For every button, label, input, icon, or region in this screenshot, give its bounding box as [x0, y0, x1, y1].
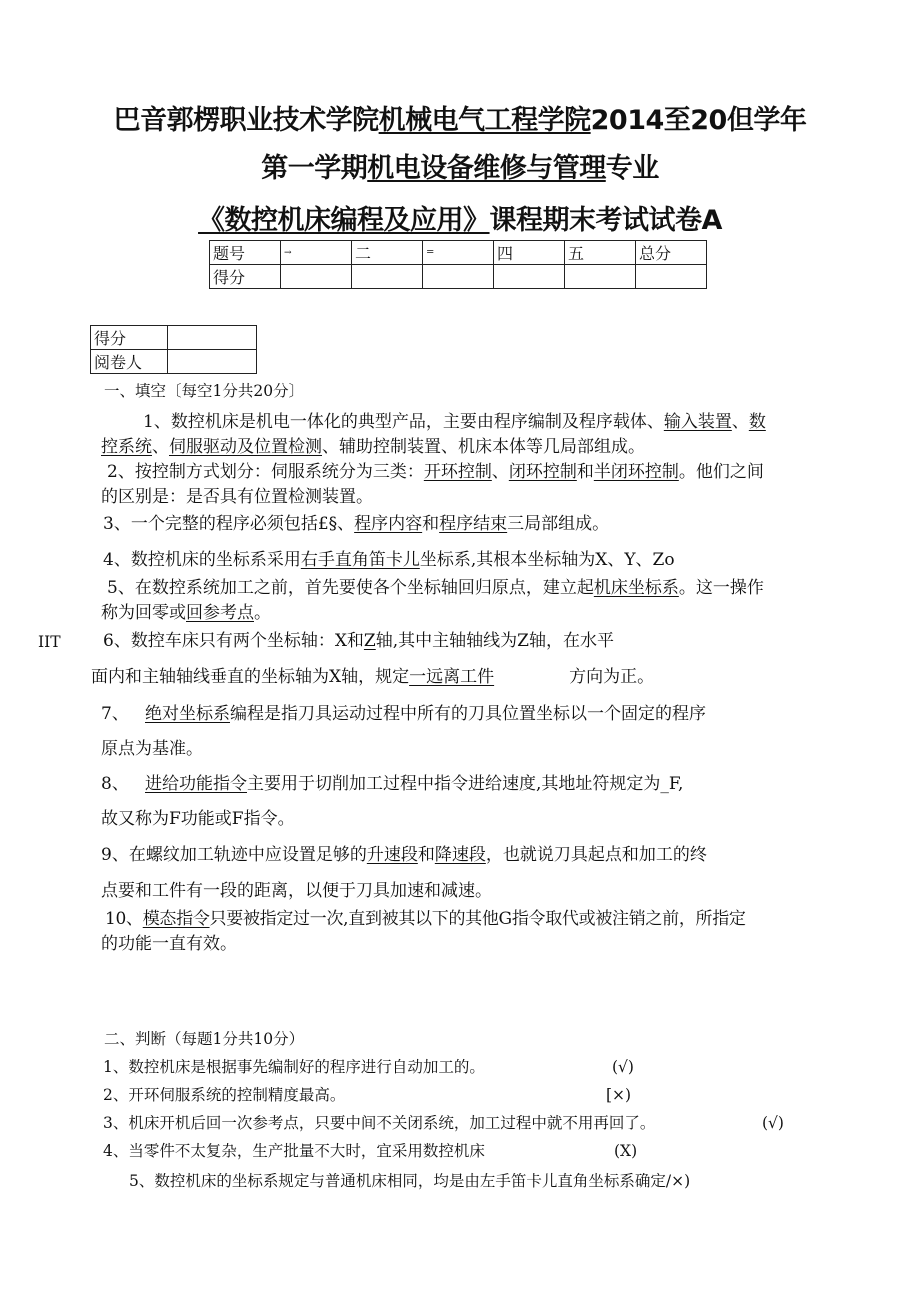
q1-answer: 数 [748, 412, 766, 432]
q5-answer: 回参考点 [186, 603, 254, 623]
q10-answer: 模态指令 [142, 909, 210, 929]
score-cell: = [423, 241, 494, 265]
school-name: 巴音郭楞职业技术学院 [113, 105, 379, 136]
q1-line2 [101, 435, 645, 459]
judge-statement: 4、当零件不太复杂，生产批量不大时，宜采用数控机床 [103, 1142, 485, 1160]
q9-line2: 点要和工件有一段的距离，以便于刀具加速和减速。 [101, 881, 492, 901]
q6-text: 6、数控车床只有两个坐标轴：X和 [103, 631, 364, 651]
grader-score-cell [168, 326, 257, 350]
judge-statement: 5、数控机床的坐标系规定与普通机床相同，均是由左手笛卡儿直角坐标系确定 [129, 1172, 666, 1190]
judge-answer: /×) [665, 1172, 691, 1190]
q5-text: 5、在数控系统加工之前，首先要使各个坐标轴回归原点，建立起 [107, 578, 594, 598]
q3-text: 和 [422, 514, 440, 534]
judge-answer: (X) [614, 1142, 638, 1160]
q9-text: 和 [417, 845, 435, 865]
grader-score-label: 得分 [91, 326, 168, 350]
q10-text: 只要被指定过一次,直到被其以下的其他G指令取代或被注销之前，所指定 [209, 909, 746, 929]
q1-text: 、 [152, 437, 169, 457]
q5-text: 。 [254, 603, 271, 623]
score-input-cell [494, 265, 565, 289]
q5-text: 。这一操作 [678, 578, 764, 598]
q1-line1 [143, 410, 766, 434]
q8-text: 8、 [101, 774, 129, 794]
header-line-1 [0, 98, 920, 137]
q10-line1 [105, 907, 746, 931]
school-year: 2014至20但学年 [590, 105, 807, 136]
score-cell: 四 [494, 241, 565, 265]
score-table-header-row [210, 241, 707, 265]
score-table-score-row [210, 265, 707, 289]
q4-text: 4、数控机床的坐标系采用 [103, 550, 301, 570]
score-input-cell [565, 265, 636, 289]
q3-answer: 程序结束 [439, 514, 508, 534]
q9-line1 [101, 843, 707, 867]
q2-text: 2、按控制方式划分：伺服系统分为三类： [107, 462, 424, 482]
score-input-cell [423, 265, 494, 289]
q8-answer: 进给功能指令 [145, 774, 247, 794]
q4-answer: 右手直角笛卡儿 [300, 550, 420, 570]
judge-answer: [×) [606, 1086, 632, 1104]
q1-text: 、辅助控制装置、机床本体等几局部组成。 [322, 437, 645, 457]
q10-line2: 的功能一直有效。 [101, 934, 237, 954]
q1-answer: 控系统 [101, 437, 152, 457]
q2-answer: 开环控制 [423, 462, 492, 482]
q2-text: 。他们之间 [678, 462, 764, 482]
major-suffix: 专业 [605, 153, 659, 184]
q7-line1 [101, 702, 706, 726]
q4-line [103, 548, 675, 572]
q6-answer: Z [363, 631, 376, 651]
grader-table [90, 325, 257, 374]
q4-text: 坐标系,其根本坐标轴为X、Y、Zo [419, 550, 675, 570]
q5-text: 称为回零或 [101, 603, 186, 623]
q6-text: 轴,其中主轴轴线为Z轴，在水平 [375, 631, 614, 651]
q1-answer: 伺服驱动及位置检测 [169, 437, 322, 457]
q8-text: 主要用于切削加工过程中指令进给速度,其地址符规定为_F, [247, 774, 684, 794]
q3-text: 3、一个完整的程序必须包括£§、 [103, 514, 355, 534]
judge-answer: (√) [762, 1114, 784, 1132]
score-input-cell [636, 265, 707, 289]
score-input-cell [281, 265, 352, 289]
judge-statement: 1、数控机床是根据事先编制好的程序进行自动加工的。 [103, 1058, 485, 1076]
score-cell: → [281, 241, 352, 265]
exam-title: 课程期末考试试卷A [489, 205, 722, 236]
college-name: 机械电气工程学院 [378, 105, 591, 136]
q1-answer: 输入装置 [663, 412, 732, 432]
q7-answer: 绝对坐标系 [145, 704, 230, 724]
score-input-cell [352, 265, 423, 289]
judge-item [129, 1170, 690, 1192]
course-name: 《数控机床编程及应用》 [198, 205, 490, 236]
score-cell: 二 [352, 241, 423, 265]
q2-answer: 半闭环控制 [593, 462, 679, 482]
score-cell: 总分 [636, 241, 707, 265]
judge-statement: 2、开环伺服系统的控制精度最高。 [103, 1086, 346, 1104]
judge-item [103, 1056, 485, 1078]
judge-item [103, 1084, 345, 1106]
judge-answer: (√) [612, 1058, 634, 1076]
q9-answer: 升速段 [366, 845, 418, 865]
score-row-label: 得分 [210, 265, 281, 289]
score-cell: 题号 [210, 241, 281, 265]
judge-item [103, 1112, 655, 1134]
q6-answer: 一远离工件 [409, 667, 495, 687]
q10-text: 10、 [105, 909, 143, 929]
q2-text: 、 [491, 462, 509, 482]
q2-answer: 闭环控制 [508, 462, 577, 482]
q6-text: 方向为正。 [569, 667, 655, 687]
q1-text: 1、数控机床是机电一体化的典型产品，主要由程序编制及程序载体、 [143, 412, 664, 432]
judge-item [103, 1140, 485, 1162]
q6-line1 [103, 629, 614, 653]
q7-text: 编程是指刀具运动过程中所有的刀具位置坐标以一个固定的程序 [230, 704, 706, 724]
score-table [209, 240, 707, 289]
q2-text: 和 [576, 462, 594, 482]
q8-line1 [101, 772, 683, 796]
q3-line [103, 512, 609, 536]
q6-text: 面内和主轴轴线垂直的坐标轴为X轴，规定 [91, 667, 410, 687]
margin-mark: IIT [38, 633, 61, 651]
q1-text: 、 [731, 412, 749, 432]
q9-text: ，也就说刀具起点和加工的终 [485, 845, 707, 865]
q5-line2 [101, 601, 271, 625]
q8-line2: 故又称为F功能或F指令。 [101, 809, 295, 829]
semester: 第一学期 [261, 153, 368, 184]
q2-line2: 的区别是：是否具有位置检测装置。 [101, 487, 373, 507]
q3-text: 三局部组成。 [507, 514, 610, 534]
grader-reviewer-cell [168, 350, 257, 374]
judge-statement: 3、机床开机后回一次参考点，只要中间不关闭系统，加工过程中就不用再回了。 [103, 1114, 656, 1132]
score-cell: 五 [565, 241, 636, 265]
q5-line1 [107, 576, 764, 600]
q3-answer: 程序内容 [354, 514, 423, 534]
grader-reviewer-label: 阅卷人 [91, 350, 168, 374]
q9-text: 9、在螺纹加工轨迹中应设置足够的 [101, 845, 367, 865]
q2-line1 [107, 460, 764, 484]
section2-title: 二、判断（每题1分共10分） [104, 1030, 305, 1048]
header-line-3 [0, 198, 920, 237]
header-line-2 [0, 146, 920, 185]
q7-text: 7、 [101, 704, 129, 724]
q7-line2: 原点为基准。 [101, 739, 203, 759]
major-name: 机电设备维修与管理 [367, 153, 606, 184]
q9-answer: 降速段 [434, 845, 486, 865]
q5-answer: 机床坐标系 [593, 578, 679, 598]
section1-title: 一、填空〔每空1分共20分〕 [104, 382, 305, 400]
q6-line2 [91, 665, 654, 689]
